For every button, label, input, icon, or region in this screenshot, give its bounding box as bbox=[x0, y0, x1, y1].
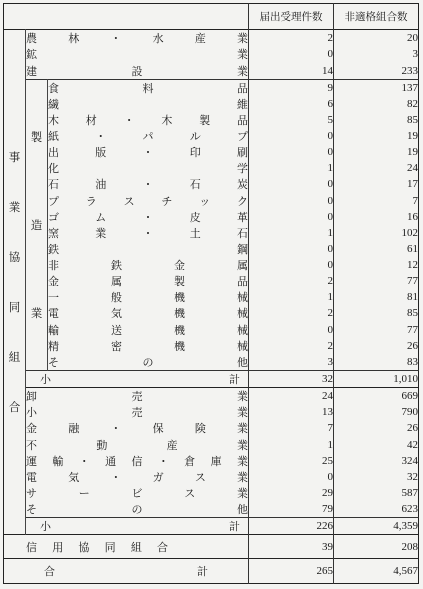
ineligible-value: 669 bbox=[334, 388, 419, 405]
ineligible-value: 137 bbox=[334, 79, 419, 96]
subtotal-label: 小 計 bbox=[40, 520, 241, 534]
table-row bbox=[4, 30, 419, 47]
row-label: 繊 維 bbox=[48, 97, 249, 111]
row-label-cell bbox=[26, 30, 249, 47]
grand-total-row bbox=[4, 559, 419, 584]
filed-value: 0 bbox=[249, 469, 334, 485]
row-label: 木 材 ・ 木 製 品 bbox=[48, 113, 248, 127]
row-label-cell bbox=[48, 128, 249, 144]
filed-value: 0 bbox=[249, 176, 334, 192]
table-row bbox=[4, 305, 419, 321]
ineligible-value: 3 bbox=[334, 46, 419, 62]
credit-coop-row bbox=[4, 535, 419, 559]
row-label: 鉄 鋼 bbox=[48, 242, 249, 256]
ineligible-value: 85 bbox=[334, 305, 419, 321]
row-label-cell bbox=[48, 305, 249, 321]
business-subtotal-row bbox=[4, 518, 419, 535]
ineligible-value: 81 bbox=[334, 289, 419, 305]
ineligible-value: 61 bbox=[334, 241, 419, 257]
table-row bbox=[4, 241, 419, 257]
row-label: 農 林 ・ 水 産 業 bbox=[26, 32, 249, 46]
subtotal-label-cell bbox=[26, 370, 249, 387]
filed-value: 25 bbox=[249, 453, 334, 469]
table-row bbox=[4, 79, 419, 96]
subtotal-label: 小 計 bbox=[40, 372, 241, 386]
row-label-cell bbox=[26, 501, 249, 518]
row-label-cell bbox=[26, 388, 249, 405]
table-row bbox=[4, 485, 419, 501]
filed-value: 1 bbox=[249, 160, 334, 176]
row-label: 小 売 業 bbox=[26, 406, 248, 420]
filed-value: 24 bbox=[249, 388, 334, 405]
table-row bbox=[4, 257, 419, 273]
row-label-cell bbox=[48, 225, 249, 241]
manufacturing-subtotal-row bbox=[4, 370, 419, 387]
row-label-cell bbox=[48, 160, 249, 176]
table-row bbox=[4, 144, 419, 160]
table-row bbox=[4, 388, 419, 405]
filed-value: 32 bbox=[249, 370, 334, 387]
table-row bbox=[4, 193, 419, 209]
row-label-cell bbox=[26, 453, 249, 469]
ineligible-value: 17 bbox=[334, 176, 419, 192]
ineligible-value: 102 bbox=[334, 225, 419, 241]
row-label-cell bbox=[48, 322, 249, 338]
ineligible-value: 12 bbox=[334, 257, 419, 273]
ineligible-value: 324 bbox=[334, 453, 419, 469]
table-row bbox=[4, 128, 419, 144]
row-label: 窯 業 ・ 土 石 bbox=[48, 226, 248, 240]
filed-value: 14 bbox=[249, 62, 334, 79]
ineligible-value: 19 bbox=[334, 144, 419, 160]
ineligible-value: 83 bbox=[334, 354, 419, 371]
row-label-cell bbox=[48, 96, 249, 112]
row-label: 精 密 機 械 bbox=[48, 339, 248, 353]
filed-value: 0 bbox=[249, 241, 334, 257]
filed-value: 6 bbox=[249, 96, 334, 112]
table-row bbox=[4, 354, 419, 371]
row-label: 輸 送 機 械 bbox=[48, 323, 248, 337]
ineligible-value: 1,010 bbox=[334, 370, 419, 387]
row-label: 一 般 機 械 bbox=[48, 291, 248, 305]
table-row bbox=[4, 436, 419, 452]
grand-total-label: 合 計 bbox=[44, 565, 209, 579]
row-label-cell bbox=[48, 289, 249, 305]
filed-value: 5 bbox=[249, 112, 334, 128]
subtotal-label-cell bbox=[26, 518, 249, 535]
ineligible-value: 77 bbox=[334, 322, 419, 338]
ineligible-value: 16 bbox=[334, 209, 419, 225]
row-label-cell bbox=[26, 485, 249, 501]
row-label-cell bbox=[26, 469, 249, 485]
row-label-cell bbox=[26, 420, 249, 436]
row-label-cell bbox=[48, 257, 249, 273]
filed-value: 0 bbox=[249, 209, 334, 225]
ineligible-value: 4,567 bbox=[334, 559, 419, 584]
table-row bbox=[4, 46, 419, 62]
table-row bbox=[4, 469, 419, 485]
row-label: サ ー ビ ス 業 bbox=[26, 486, 248, 500]
filed-value: 79 bbox=[249, 501, 334, 518]
row-label: 紙 ・ パ ル プ bbox=[48, 130, 248, 144]
row-label-cell bbox=[48, 193, 249, 209]
row-label: 化 学 bbox=[48, 162, 249, 176]
filed-value: 0 bbox=[249, 193, 334, 209]
grand-total-label-cell bbox=[4, 559, 249, 584]
row-label-cell bbox=[26, 436, 249, 452]
table-row bbox=[4, 289, 419, 305]
filed-value: 1 bbox=[249, 436, 334, 452]
filed-value: 2 bbox=[249, 273, 334, 289]
filed-value: 1 bbox=[249, 289, 334, 305]
row-label: 非 鉄 金 属 bbox=[48, 259, 248, 273]
filed-value: 29 bbox=[249, 485, 334, 501]
ineligible-value: 7 bbox=[334, 193, 419, 209]
ineligible-value: 20 bbox=[334, 30, 419, 47]
table-row bbox=[4, 501, 419, 518]
filed-value: 2 bbox=[249, 338, 334, 354]
row-label-cell bbox=[48, 338, 249, 354]
row-label: 金 属 製 品 bbox=[48, 275, 248, 289]
filed-value: 39 bbox=[249, 535, 334, 559]
table-row bbox=[4, 322, 419, 338]
row-label: そ の 他 bbox=[26, 503, 248, 516]
table-row bbox=[4, 176, 419, 192]
credit-coop-label-cell bbox=[4, 535, 249, 559]
table-row bbox=[4, 420, 419, 436]
row-label: 食 料 品 bbox=[48, 81, 248, 95]
table-row bbox=[4, 112, 419, 128]
filed-value: 9 bbox=[249, 79, 334, 96]
ineligible-value: 26 bbox=[334, 420, 419, 436]
filed-value: 0 bbox=[249, 128, 334, 144]
ineligible-value: 26 bbox=[334, 338, 419, 354]
credit-coop-label: 信 用 協 同 組 合 bbox=[26, 540, 169, 554]
row-label: 電 気 ・ ガ ス 業 bbox=[26, 470, 249, 484]
row-label: 出 版 ・ 印 刷 bbox=[48, 146, 248, 160]
row-label-cell bbox=[26, 404, 249, 420]
table-row bbox=[4, 404, 419, 420]
ineligible-value: 19 bbox=[334, 128, 419, 144]
table-row bbox=[4, 96, 419, 112]
ineligible-value: 42 bbox=[334, 436, 419, 452]
ineligible-value: 77 bbox=[334, 273, 419, 289]
filed-value: 2 bbox=[249, 305, 334, 321]
filed-value: 3 bbox=[249, 354, 334, 371]
row-label-cell bbox=[48, 112, 249, 128]
row-label: 建 設 業 bbox=[26, 64, 248, 78]
filed-value: 7 bbox=[249, 420, 334, 436]
row-label-cell bbox=[26, 62, 249, 79]
table-row bbox=[4, 273, 419, 289]
header-row bbox=[4, 4, 419, 30]
filed-value: 0 bbox=[249, 322, 334, 338]
row-label-cell bbox=[48, 273, 249, 289]
table-row bbox=[4, 225, 419, 241]
row-label: 運 輸 ・ 通 信 ・ 倉 庫 業 bbox=[26, 454, 248, 468]
row-label-cell bbox=[48, 209, 249, 225]
table-row bbox=[4, 453, 419, 469]
filed-value: 0 bbox=[249, 257, 334, 273]
row-label: 不 動 産 業 bbox=[26, 438, 248, 452]
row-label: そ の 他 bbox=[48, 355, 248, 369]
statistics-table bbox=[3, 3, 419, 584]
filed-value: 2 bbox=[249, 30, 334, 47]
row-label: 電 気 機 械 bbox=[48, 307, 248, 321]
business-coop-label bbox=[4, 30, 26, 535]
business-coop-label-text: 事 業 協 同 組 合 bbox=[8, 150, 21, 415]
row-label-cell bbox=[48, 79, 249, 96]
row-label: 金 融 ・ 保 険 業 bbox=[26, 422, 249, 436]
header-ineligible: 非適格組合数 bbox=[334, 4, 419, 30]
table-row bbox=[4, 338, 419, 354]
ineligible-value: 790 bbox=[334, 404, 419, 420]
row-label: 鉱 業 bbox=[26, 48, 249, 62]
filed-value: 0 bbox=[249, 46, 334, 62]
filed-value: 0 bbox=[249, 144, 334, 160]
row-label: 石 油 ・ 石 炭 bbox=[48, 178, 248, 192]
row-label-cell bbox=[48, 176, 249, 192]
row-label-cell bbox=[26, 46, 249, 62]
row-label: 卸 売 業 bbox=[26, 390, 248, 404]
table-row bbox=[4, 209, 419, 225]
ineligible-value: 24 bbox=[334, 160, 419, 176]
ineligible-value: 233 bbox=[334, 62, 419, 79]
ineligible-value: 85 bbox=[334, 112, 419, 128]
row-label-cell bbox=[48, 354, 249, 371]
manufacturing-label bbox=[26, 79, 48, 370]
row-label-cell bbox=[48, 241, 249, 257]
ineligible-value: 587 bbox=[334, 485, 419, 501]
row-label: プ ラ ス チ ッ ク bbox=[48, 194, 248, 208]
ineligible-value: 208 bbox=[334, 535, 419, 559]
ineligible-value: 32 bbox=[334, 469, 419, 485]
filed-value: 226 bbox=[249, 518, 334, 535]
table-row bbox=[4, 62, 419, 79]
table-row bbox=[4, 160, 419, 176]
filed-value: 13 bbox=[249, 404, 334, 420]
header-filed: 届出受理件数 bbox=[249, 4, 334, 30]
filed-value: 265 bbox=[249, 559, 334, 584]
ineligible-value: 4,359 bbox=[334, 518, 419, 535]
row-label: ゴ ム ・ 皮 革 bbox=[48, 210, 248, 224]
header-blank bbox=[4, 4, 249, 30]
row-label-cell bbox=[48, 144, 249, 160]
ineligible-value: 623 bbox=[334, 501, 419, 518]
filed-value: 1 bbox=[249, 225, 334, 241]
manufacturing-label-text: 製 造 業 bbox=[30, 129, 43, 320]
ineligible-value: 82 bbox=[334, 96, 419, 112]
